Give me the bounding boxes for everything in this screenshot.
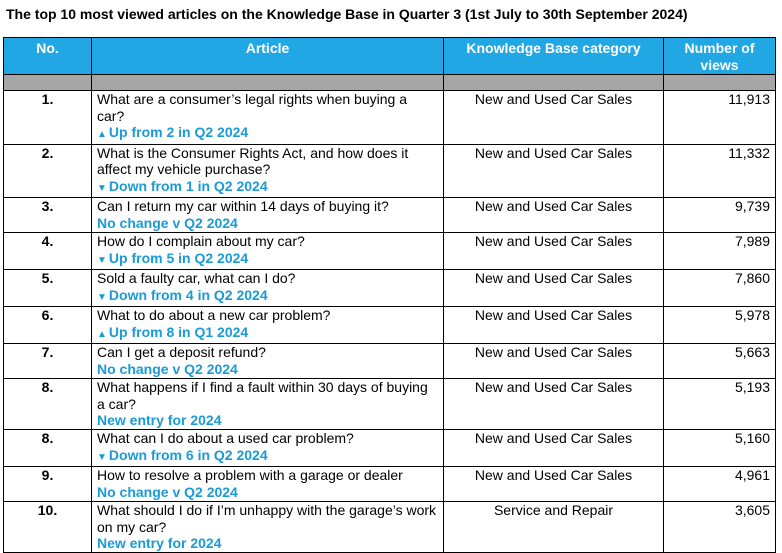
top-articles-table [3,37,776,553]
views-cell: 11,913 [664,91,776,145]
table-row [4,307,776,344]
views-cell: 11,332 [664,144,776,198]
table-row [4,270,776,307]
rank-change-text: Down from 1 in Q2 2024 [108,177,268,194]
article-cell [92,270,444,307]
category-cell: New and Used Car Sales [444,307,664,344]
views-cell: 4,961 [664,467,776,502]
views-cell: 7,989 [664,233,776,270]
views-cell: 9,739 [664,198,776,233]
rank-change-text: No change v Q2 2024 [97,483,238,500]
header-spacer-row [4,75,776,91]
article-title[interactable]: What are a consumer’s legal rights when buying a car? [97,91,407,124]
article-cell [92,198,444,233]
rank-cell: 7. [4,344,92,379]
table-header-row [4,38,776,75]
category-cell: New and Used Car Sales [444,430,664,467]
rank-cell: 9. [4,467,92,502]
rank-cell: 8. [4,430,92,467]
rank-change-text: No change v Q2 2024 [97,214,238,231]
article-title[interactable]: What can I do about a used car problem? [97,430,354,446]
rank-change-text: No change v Q2 2024 [97,360,238,377]
article-title[interactable]: How do I complain about my car? [97,233,305,249]
table-row [4,198,776,233]
rank-change [97,124,438,144]
header-no: No. [4,38,92,75]
table-row [4,502,776,553]
rank-change [97,215,438,232]
header-article: Article [92,38,444,75]
rank-change [97,361,438,378]
rank-change [97,178,438,198]
category-cell: New and Used Car Sales [444,91,664,145]
article-title[interactable]: What is the Consumer Rights Act, and how does it affect my vehicle purchase? [97,144,409,177]
article-title[interactable]: Can I get a deposit refund? [97,344,266,360]
views-cell: 3,605 [664,502,776,553]
header-category: Knowledge Base category [444,38,664,75]
rank-cell: 8. [4,379,92,430]
views-cell: 7,860 [664,270,776,307]
rank-change-text: Down from 6 in Q2 2024 [108,446,268,463]
page-title: The top 10 most viewed articles on the Knowledge Base in Quarter 3 (1st July to 30th September 2024) [6,6,688,22]
table-row [4,91,776,145]
article-title[interactable]: What should I do if I’m unhappy with the garage’s work on my car? [97,502,437,535]
rank-change-text: Up from 2 in Q2 2024 [108,124,249,140]
article-cell [92,91,444,145]
table-row [4,379,776,430]
rank-change-arrow-icon: ▼ [97,182,107,194]
category-cell: New and Used Car Sales [444,467,664,502]
rank-change [97,287,438,307]
article-title[interactable]: Sold a faulty car, what can I do? [97,270,296,286]
article-title[interactable]: Can I return my car within 14 days of buying it? [97,198,389,214]
rank-change-text: New entry for 2024 [97,535,222,551]
category-cell: New and Used Car Sales [444,344,664,379]
article-cell [92,467,444,502]
category-cell: New and Used Car Sales [444,270,664,307]
rank-change [97,484,438,501]
category-cell: New and Used Car Sales [444,198,664,233]
table-row [4,233,776,270]
rank-change-arrow-icon: ▲ [97,129,107,140]
header-views: Number of views [664,38,776,75]
table-row [4,344,776,379]
rank-change-arrow-icon: ▼ [97,254,107,266]
article-cell [92,379,444,430]
rank-cell: 5. [4,270,92,307]
category-cell: New and Used Car Sales [444,233,664,270]
views-cell: 5,193 [664,379,776,430]
rank-change-arrow-icon: ▲ [97,328,107,340]
rank-change [97,412,438,429]
article-cell [92,430,444,467]
rank-cell: 4. [4,233,92,270]
views-cell: 5,663 [664,344,776,379]
table-row [4,430,776,467]
table-row [4,144,776,198]
rank-change-arrow-icon: ▼ [97,451,107,463]
table-row [4,467,776,502]
rank-change-text: Down from 4 in Q2 2024 [108,286,268,303]
views-cell: 5,160 [664,430,776,467]
article-cell [92,233,444,270]
rank-change-text: Up from 8 in Q1 2024 [108,323,249,340]
article-cell [92,502,444,553]
article-cell [92,344,444,379]
rank-cell: 2. [4,144,92,198]
rank-cell: 1. [4,91,92,145]
rank-cell: 10. [4,502,92,553]
rank-cell: 3. [4,198,92,233]
rank-change [97,447,438,467]
rank-change-arrow-icon: ▼ [97,291,107,303]
article-title[interactable]: What to do about a new car problem? [97,307,331,323]
rank-cell: 6. [4,307,92,344]
rank-change [97,250,438,270]
category-cell: Service and Repair [444,502,664,553]
article-title[interactable]: What happens if I find a fault within 30 days of buying a car? [97,379,428,412]
article-cell [92,144,444,198]
article-title[interactable]: How to resolve a problem with a garage or dealer [97,467,403,483]
category-cell: New and Used Car Sales [444,144,664,198]
article-cell [92,307,444,344]
rank-change-text: New entry for 2024 [97,412,222,428]
rank-change [97,535,438,552]
category-cell: New and Used Car Sales [444,379,664,430]
views-cell: 5,978 [664,307,776,344]
rank-change [97,324,438,344]
rank-change-text: Up from 5 in Q2 2024 [108,249,249,266]
